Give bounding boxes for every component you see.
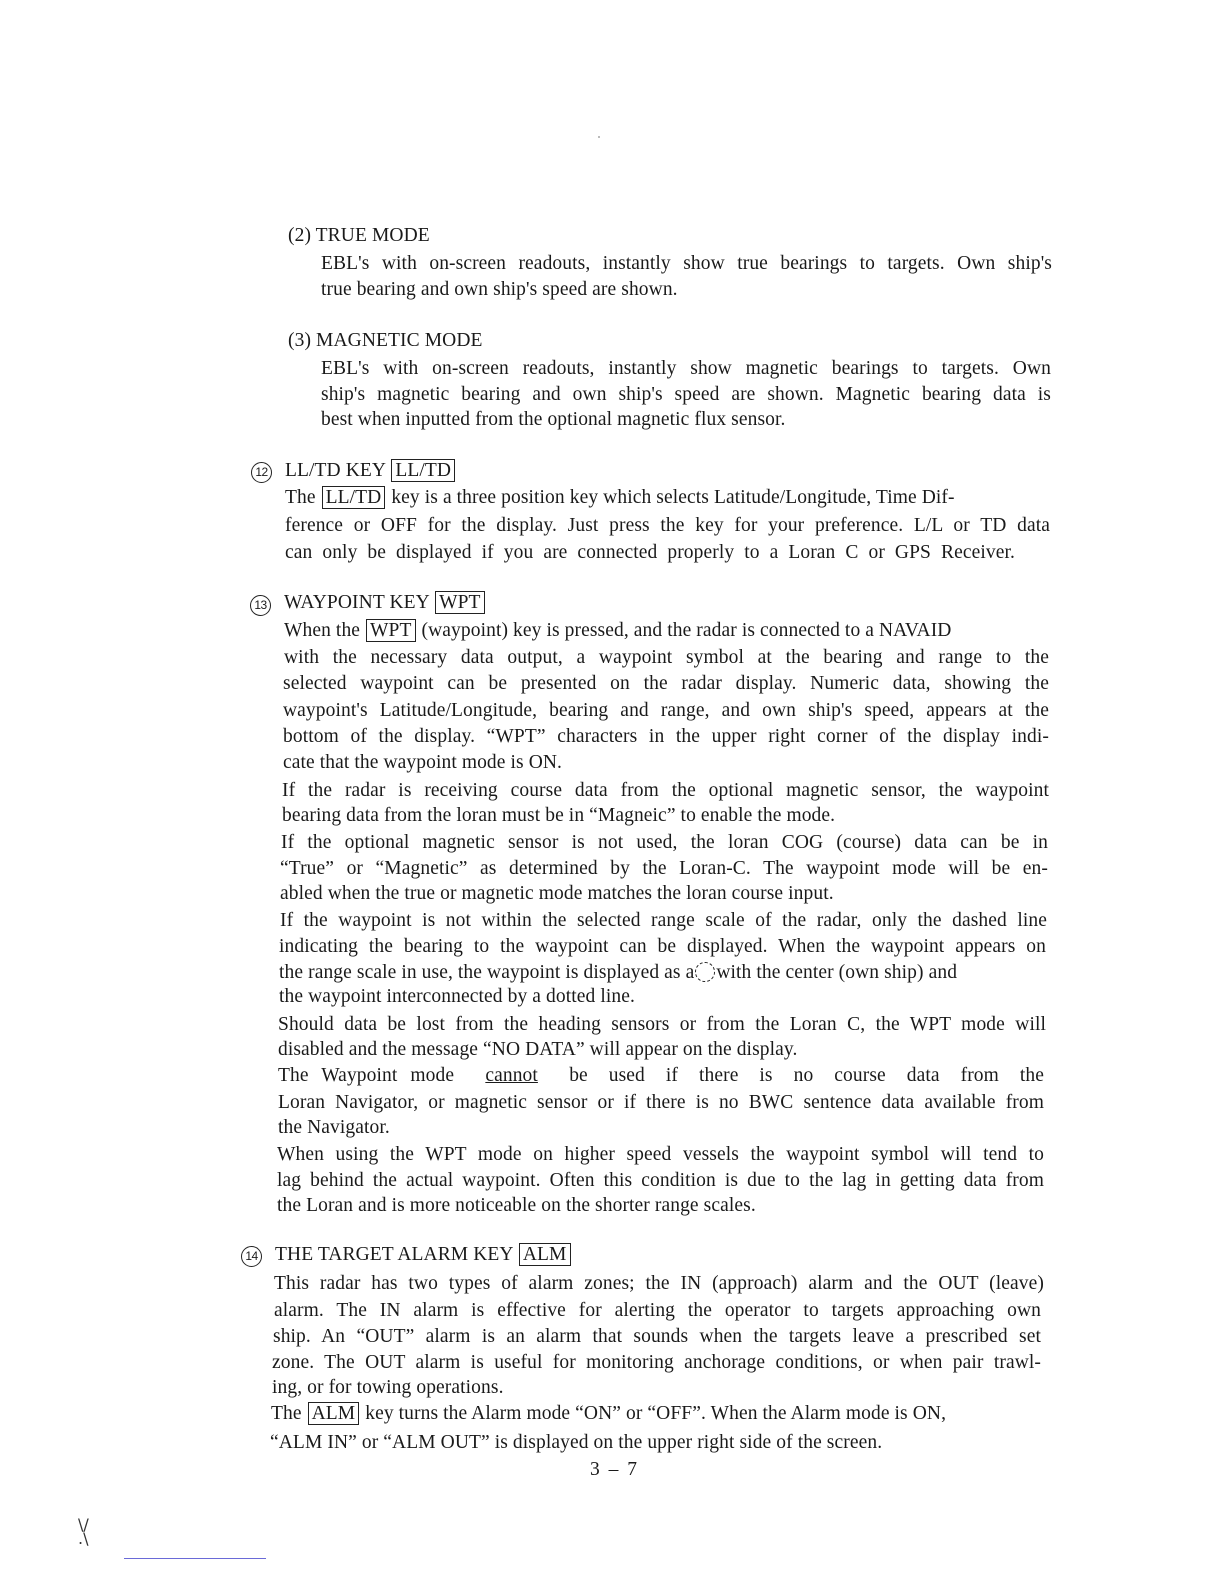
ll-td-heading-text: LL/TD KEY xyxy=(285,460,386,481)
waypoint-text-line: bearing data from the loran must be in “Magneic” to enable the mode. xyxy=(282,805,836,826)
waypoint-text-line: indicating the bearing to the waypoint can be displayed. When the waypoint appears on xyxy=(279,936,1046,957)
waypoint-key-heading xyxy=(284,590,486,616)
waypoint-line-pre: When the xyxy=(284,620,361,641)
alm-line-post: key turns the Alarm mode “ON” or “OFF”. When the Alarm mode is ON, xyxy=(365,1403,947,1424)
waypoint-text-line: Loran Navigator, or magnetic sensor or if there is no BWC sentence data available from xyxy=(278,1092,1044,1113)
waypoint-text-line: lag behind the actual waypoint. Often this condition is due to the lag in getting data from xyxy=(277,1170,1044,1191)
waypoint-text-line: cate that the waypoint mode is ON. xyxy=(283,752,563,773)
waypoint-text-line: the waypoint interconnected by a dotted line. xyxy=(279,986,635,1007)
magnetic-mode-text-line: ship's magnetic bearing and own ship's speed are shown. Magnetic bearing data is xyxy=(321,384,1051,405)
wpt-key-inline: WPT xyxy=(366,619,415,642)
waypoint-text-line: the Navigator. xyxy=(278,1117,390,1138)
wpt-key-label: WPT xyxy=(435,591,484,614)
magnetic-mode-heading: (3) MAGNETIC MODE xyxy=(288,330,483,351)
cannot-word: cannot xyxy=(485,1065,538,1086)
waypoint-text-line: selected waypoint can be presented on the radar display. Numeric data, showing the xyxy=(283,673,1049,694)
waypoint-symbol-pre: the range scale in use, the waypoint is displayed as a xyxy=(279,962,695,983)
true-mode-text-line: EBL's with on-screen readouts, instantly show true bearings to targets. Own ship's xyxy=(321,253,1052,274)
waypoint-text-line: waypoint's Latitude/Longitude, bearing and range, and own ship's speed, appears at the xyxy=(283,700,1049,721)
waypoint-text-line: “True” or “Magnetic” as determined by the Loran-C. The waypoint mode will be en- xyxy=(280,858,1048,879)
ll-td-line-pre: The xyxy=(285,487,316,508)
waypoint-symbol-icon xyxy=(695,962,715,982)
bottom-rule xyxy=(124,1558,266,1559)
ll-td-key-label: LL/TD xyxy=(391,459,455,482)
section-number-14: 14 xyxy=(241,1246,262,1267)
alarm-key-heading xyxy=(275,1242,572,1268)
ll-td-key-heading xyxy=(285,458,456,484)
waypoint-heading-text: WAYPOINT KEY xyxy=(284,592,430,613)
section-number-12: 12 xyxy=(251,462,272,483)
waypoint-text-line: with the necessary data output, a waypoint symbol at the bearing and range to the xyxy=(284,647,1049,668)
ll-td-text-line xyxy=(285,485,1050,511)
true-mode-text-line: true bearing and own ship's speed are shown. xyxy=(321,279,678,300)
alarm-text-line: zone. The OUT alarm is useful for monitoring anchorage conditions, or when pair trawl- xyxy=(272,1352,1041,1373)
waypoint-text-line: bottom of the display. “WPT” characters in the upper right corner of the display indi- xyxy=(283,726,1049,747)
alm-key-label: ALM xyxy=(519,1243,571,1266)
magnetic-mode-text-line: EBL's with on-screen readouts, instantly show magnetic bearings to targets. Own xyxy=(321,358,1051,379)
waypoint-line-post: (waypoint) key is pressed, and the radar is connected to a NAVAID xyxy=(421,620,952,641)
scan-speck xyxy=(598,136,600,138)
waypoint-text-line xyxy=(278,1063,1044,1089)
waypoint-text-line: Should data be lost from the heading sensors or from the Loran C, the WPT mode will xyxy=(278,1014,1046,1035)
magnetic-mode-text-line: best when inputted from the optional magnetic flux sensor. xyxy=(321,409,786,430)
page-number: 3 – 7 xyxy=(590,1459,639,1480)
alm-key-inline: ALM xyxy=(308,1402,360,1425)
cannot-line-post: be used if there is no course data from the xyxy=(569,1065,1044,1086)
waypoint-text-line xyxy=(279,960,1046,986)
ll-td-text-line: can only be displayed if you are connected properly to a Loran C or GPS Receiver. xyxy=(285,542,1015,563)
waypoint-text-line: disabled and the message “NO DATA” will appear on the display. xyxy=(278,1039,798,1060)
waypoint-text-line: the Loran and is more noticeable on the shorter range scales. xyxy=(277,1195,756,1216)
scan-artifact-mark: \/ .\ xyxy=(78,1515,89,1548)
waypoint-text-line: abled when the true or magnetic mode matches the loran course input. xyxy=(280,883,834,904)
ll-td-key-inline: LL/TD xyxy=(322,486,386,509)
cannot-line-pre: The Waypoint mode xyxy=(278,1065,455,1086)
waypoint-text-line: If the optional magnetic sensor is not used, the loran COG (course) data can be in xyxy=(281,832,1048,853)
alarm-text-line: “ALM IN” or “ALM OUT” is displayed on the upper right side of the screen. xyxy=(270,1432,883,1453)
ll-td-line-post: key is a three position key which selects Latitude/Longitude, Time Dif- xyxy=(391,487,955,508)
waypoint-text-line xyxy=(284,618,1050,644)
ll-td-text-line: ference or OFF for the display. Just press the key for your preference. L/L or TD data xyxy=(285,515,1050,536)
alarm-text-line: ing, or for towing operations. xyxy=(272,1377,504,1398)
true-mode-heading: (2) TRUE MODE xyxy=(288,225,430,246)
waypoint-text-line: When using the WPT mode on higher speed vessels the waypoint symbol will tend to xyxy=(277,1144,1044,1165)
waypoint-text-line: If the waypoint is not within the selected range scale of the radar, only the dashed line xyxy=(280,910,1047,931)
waypoint-text-line: If the radar is receiving course data from the optional magnetic sensor, the waypoint xyxy=(282,780,1049,801)
alm-line-pre: The xyxy=(271,1403,302,1424)
alarm-text-line xyxy=(271,1401,1040,1427)
alarm-heading-text: THE TARGET ALARM KEY xyxy=(275,1244,513,1265)
alarm-text-line: alarm. The IN alarm is effective for alerting the operator to targets approaching own xyxy=(274,1300,1041,1321)
alarm-text-line: This radar has two types of alarm zones; the IN (approach) alarm and the OUT (leave) xyxy=(274,1273,1044,1294)
alarm-text-line: ship. An “OUT” alarm is an alarm that sounds when the targets leave a prescribed set xyxy=(273,1326,1041,1347)
waypoint-symbol-post: with the center (own ship) and xyxy=(716,962,958,983)
section-number-13: 13 xyxy=(250,595,271,616)
